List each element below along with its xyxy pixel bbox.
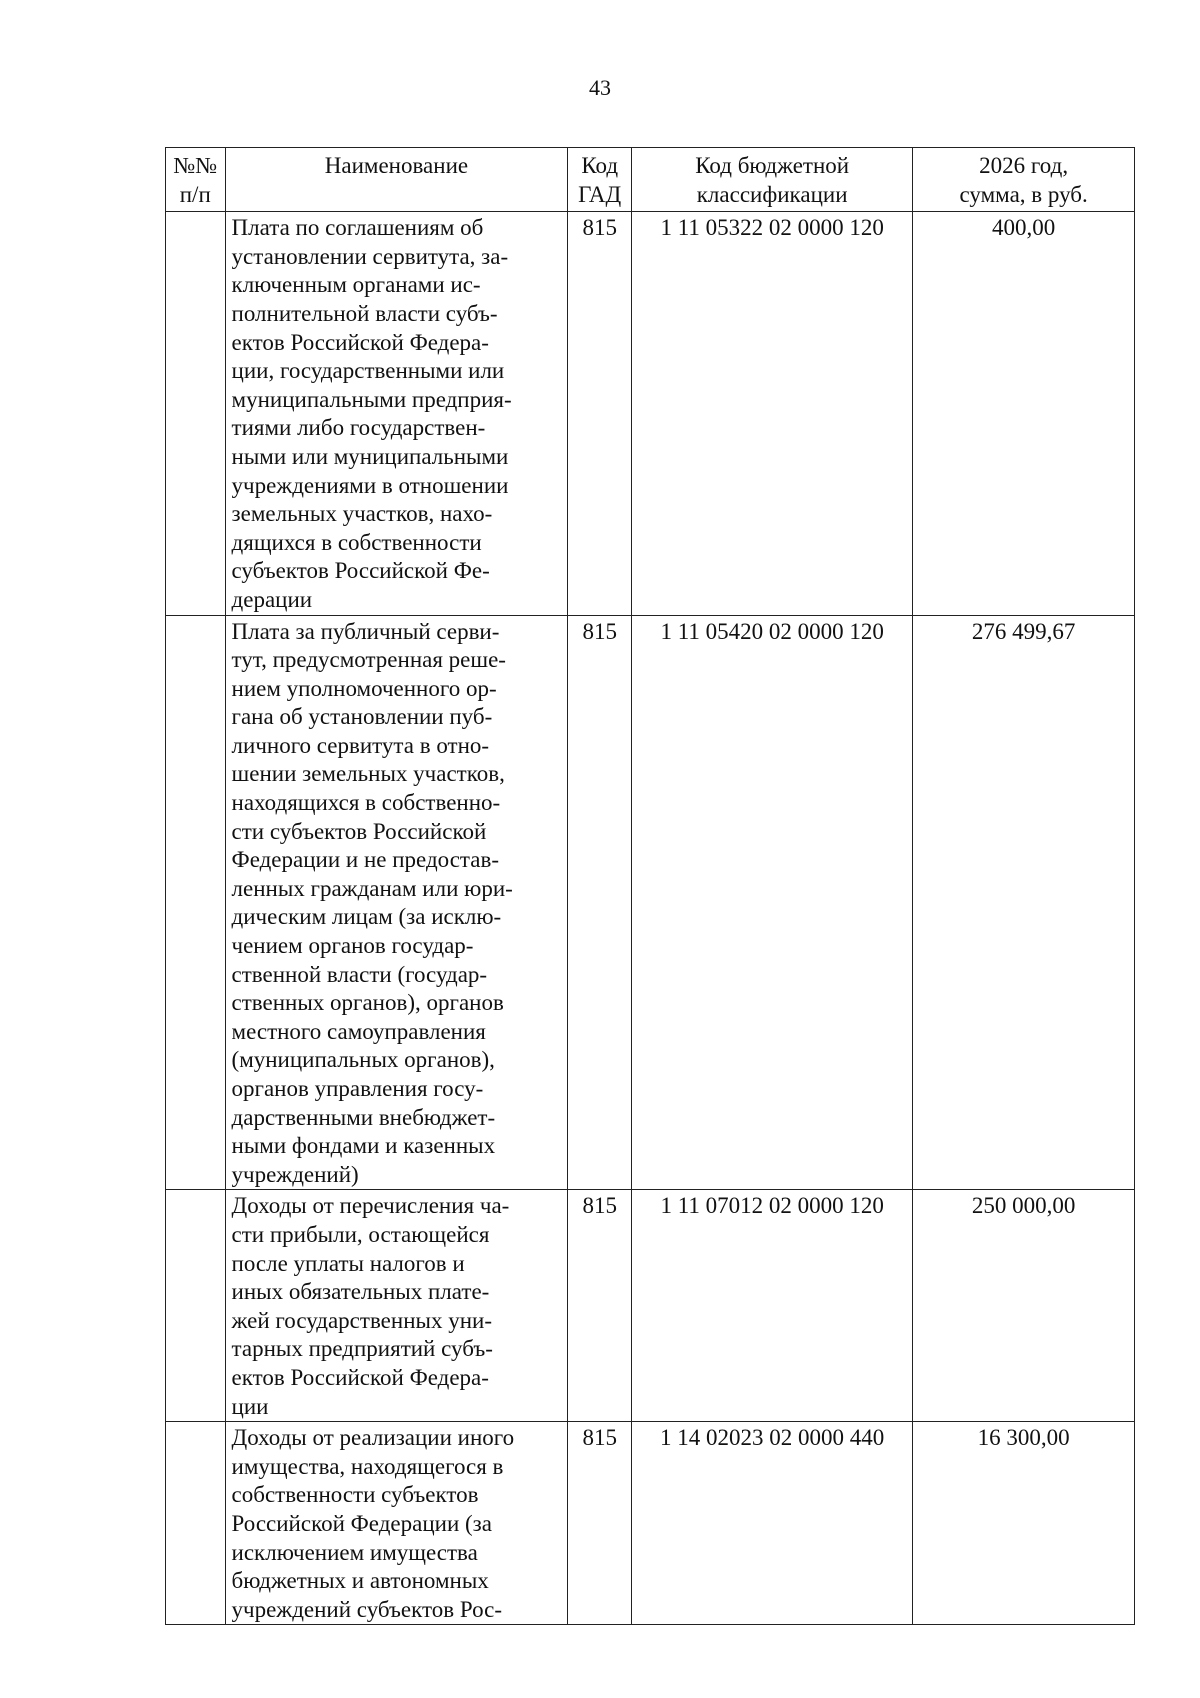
name-line: органов управления госу- bbox=[231, 1076, 484, 1101]
table-row bbox=[166, 1422, 1135, 1625]
name-line: Федерации и не предостав- bbox=[231, 847, 499, 873]
name-line: находящихся в собственно- bbox=[231, 790, 501, 816]
cell-num bbox=[166, 1422, 226, 1625]
table-header-row bbox=[166, 148, 1135, 212]
name-line: Плата за публичный серви- bbox=[231, 618, 500, 644]
header-num: №№ п/п bbox=[166, 148, 226, 212]
cell-gad: 815 bbox=[568, 1190, 632, 1422]
budget-revenue-table bbox=[165, 147, 1135, 1625]
name-line: ектов Российской Федера- bbox=[231, 329, 489, 355]
name-line: собственности субъектов bbox=[231, 1482, 479, 1508]
name-line: чением органов государ- bbox=[231, 933, 474, 959]
name-line: ектов Российской Федера- bbox=[231, 1364, 489, 1390]
name-line: ции, государственными или bbox=[231, 358, 505, 384]
name-line: субъектов Российской Фе- bbox=[231, 558, 490, 584]
name-line: учреждений субъектов Рос- bbox=[231, 1596, 503, 1622]
name-line: дическим лицам (за исклю- bbox=[231, 904, 502, 930]
name-line: ными или муниципальными bbox=[231, 443, 509, 469]
name-line: земельных участков, нахо- bbox=[231, 501, 493, 527]
name-line: ными фондами и казенных bbox=[231, 1133, 496, 1159]
header-kbk: Код бюджетной классификации bbox=[632, 148, 913, 212]
name-line: сти прибыли, остающейся bbox=[231, 1221, 490, 1247]
header-sum: 2026 год, сумма, в руб. bbox=[913, 148, 1135, 212]
cell-gad: 815 bbox=[568, 1422, 632, 1625]
name-line: установлении сервитута, за- bbox=[231, 243, 509, 269]
cell-gad: 815 bbox=[568, 212, 632, 615]
cell-sum: 276 499,67 bbox=[913, 615, 1135, 1190]
name-line: после уплаты налогов и bbox=[231, 1250, 465, 1276]
name-line: тиями либо государствен- bbox=[231, 415, 486, 441]
name-line: иных обязательных плате- bbox=[231, 1279, 490, 1305]
cell-gad: 815 bbox=[568, 615, 632, 1190]
cell-name bbox=[225, 212, 568, 615]
page-number: 43 bbox=[589, 75, 611, 100]
table-body bbox=[166, 212, 1135, 1625]
cell-sum: 16 300,00 bbox=[913, 1422, 1135, 1625]
name-line: исключением имущества bbox=[231, 1539, 478, 1565]
name-line: Доходы от перечисления ча- bbox=[231, 1193, 510, 1219]
cell-num bbox=[166, 212, 226, 615]
name-line: имущества, находящегося в bbox=[231, 1453, 504, 1479]
name-line: Российской Федерации (за bbox=[231, 1510, 492, 1536]
name-line: ключенным органами ис- bbox=[231, 272, 481, 298]
table-row bbox=[166, 1190, 1135, 1422]
name-line: учреждений) bbox=[231, 1161, 359, 1187]
cell-kbk: 1 11 05322 02 0000 120 bbox=[632, 212, 913, 615]
cell-sum: 250 000,00 bbox=[913, 1190, 1135, 1422]
cell-num bbox=[166, 615, 226, 1190]
name-line: бюджетных и автономных bbox=[231, 1568, 489, 1594]
name-line: ленных гражданам или юри- bbox=[231, 875, 513, 901]
name-line: Доходы от реализации иного bbox=[231, 1425, 515, 1451]
name-line: личного сервитута в отно- bbox=[231, 732, 490, 758]
table-row bbox=[166, 615, 1135, 1190]
cell-num bbox=[166, 1190, 226, 1422]
name-line: местного самоуправления bbox=[231, 1018, 486, 1044]
name-line: шении земельных участков, bbox=[231, 761, 505, 787]
name-line: нием уполномоченного ор- bbox=[231, 675, 497, 701]
name-line: ственной власти (государ- bbox=[231, 961, 488, 987]
name-line: дерации bbox=[231, 586, 313, 612]
name-line: ции bbox=[231, 1393, 269, 1419]
name-line: тут, предусмотренная реше- bbox=[231, 647, 506, 673]
name-line: учреждениями в отношении bbox=[231, 472, 509, 498]
name-line: жей государственных уни- bbox=[231, 1307, 492, 1333]
name-line: дарственными внебюджет- bbox=[231, 1104, 496, 1130]
cell-name bbox=[225, 1422, 568, 1625]
name-line: гана об установлении пуб- bbox=[231, 704, 493, 730]
name-line: муниципальными предприя- bbox=[231, 386, 512, 412]
name-line: тарных предприятий субъ- bbox=[231, 1336, 493, 1362]
name-line: (муниципальных органов), bbox=[231, 1047, 495, 1073]
name-line: Плата по соглашениям об bbox=[231, 215, 484, 241]
cell-name bbox=[225, 615, 568, 1190]
name-line: сти субъектов Российской bbox=[231, 818, 487, 844]
cell-kbk: 1 14 02023 02 0000 440 bbox=[632, 1422, 913, 1625]
name-line: ственных органов), органов bbox=[231, 990, 504, 1016]
header-name: Наименование bbox=[225, 148, 568, 212]
cell-sum: 400,00 bbox=[913, 212, 1135, 615]
header-gad: Код ГАД bbox=[568, 148, 632, 212]
table-row bbox=[166, 212, 1135, 615]
cell-name bbox=[225, 1190, 568, 1422]
cell-kbk: 1 11 05420 02 0000 120 bbox=[632, 615, 913, 1190]
cell-kbk: 1 11 07012 02 0000 120 bbox=[632, 1190, 913, 1422]
name-line: дящихся в собственности bbox=[231, 529, 482, 555]
name-line: полнительной власти субъ- bbox=[231, 300, 498, 326]
